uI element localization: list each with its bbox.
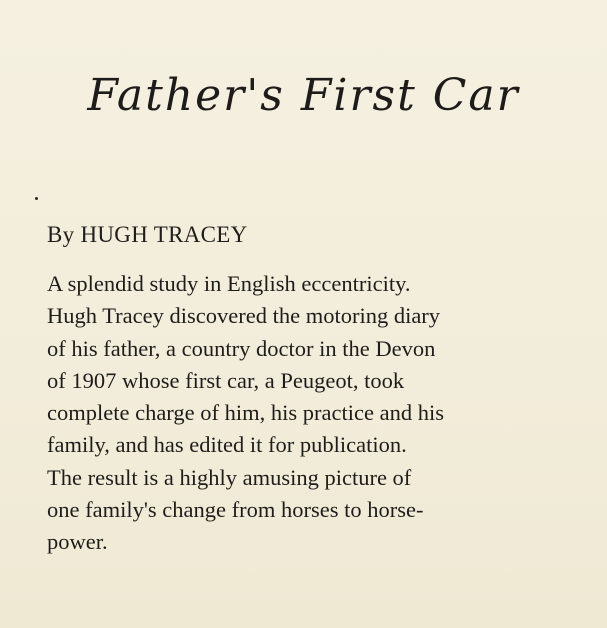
author-byline: By HUGH TRACEY (47, 222, 248, 247)
description-line: complete charge of him, his practice and his (47, 400, 444, 426)
description-line: A splendid study in English eccentricity. (47, 271, 411, 296)
book-title: Father's First Car (87, 70, 520, 121)
description-line: The result is a highly amusing picture of (47, 464, 412, 490)
ink-speck (35, 197, 38, 200)
book-description (47, 268, 592, 559)
description-line: one family's change from horses to horse- (47, 497, 424, 523)
description-line: of 1907 whose first car, a Peugeot, took (47, 367, 405, 393)
description-line: family, and has edited it for publication. (47, 432, 407, 458)
description-line: Hugh Tracey discovered the motoring diary (47, 303, 441, 329)
description-line: of his father, a country doctor in the Devon (47, 335, 436, 361)
description-line: power. (47, 529, 108, 555)
